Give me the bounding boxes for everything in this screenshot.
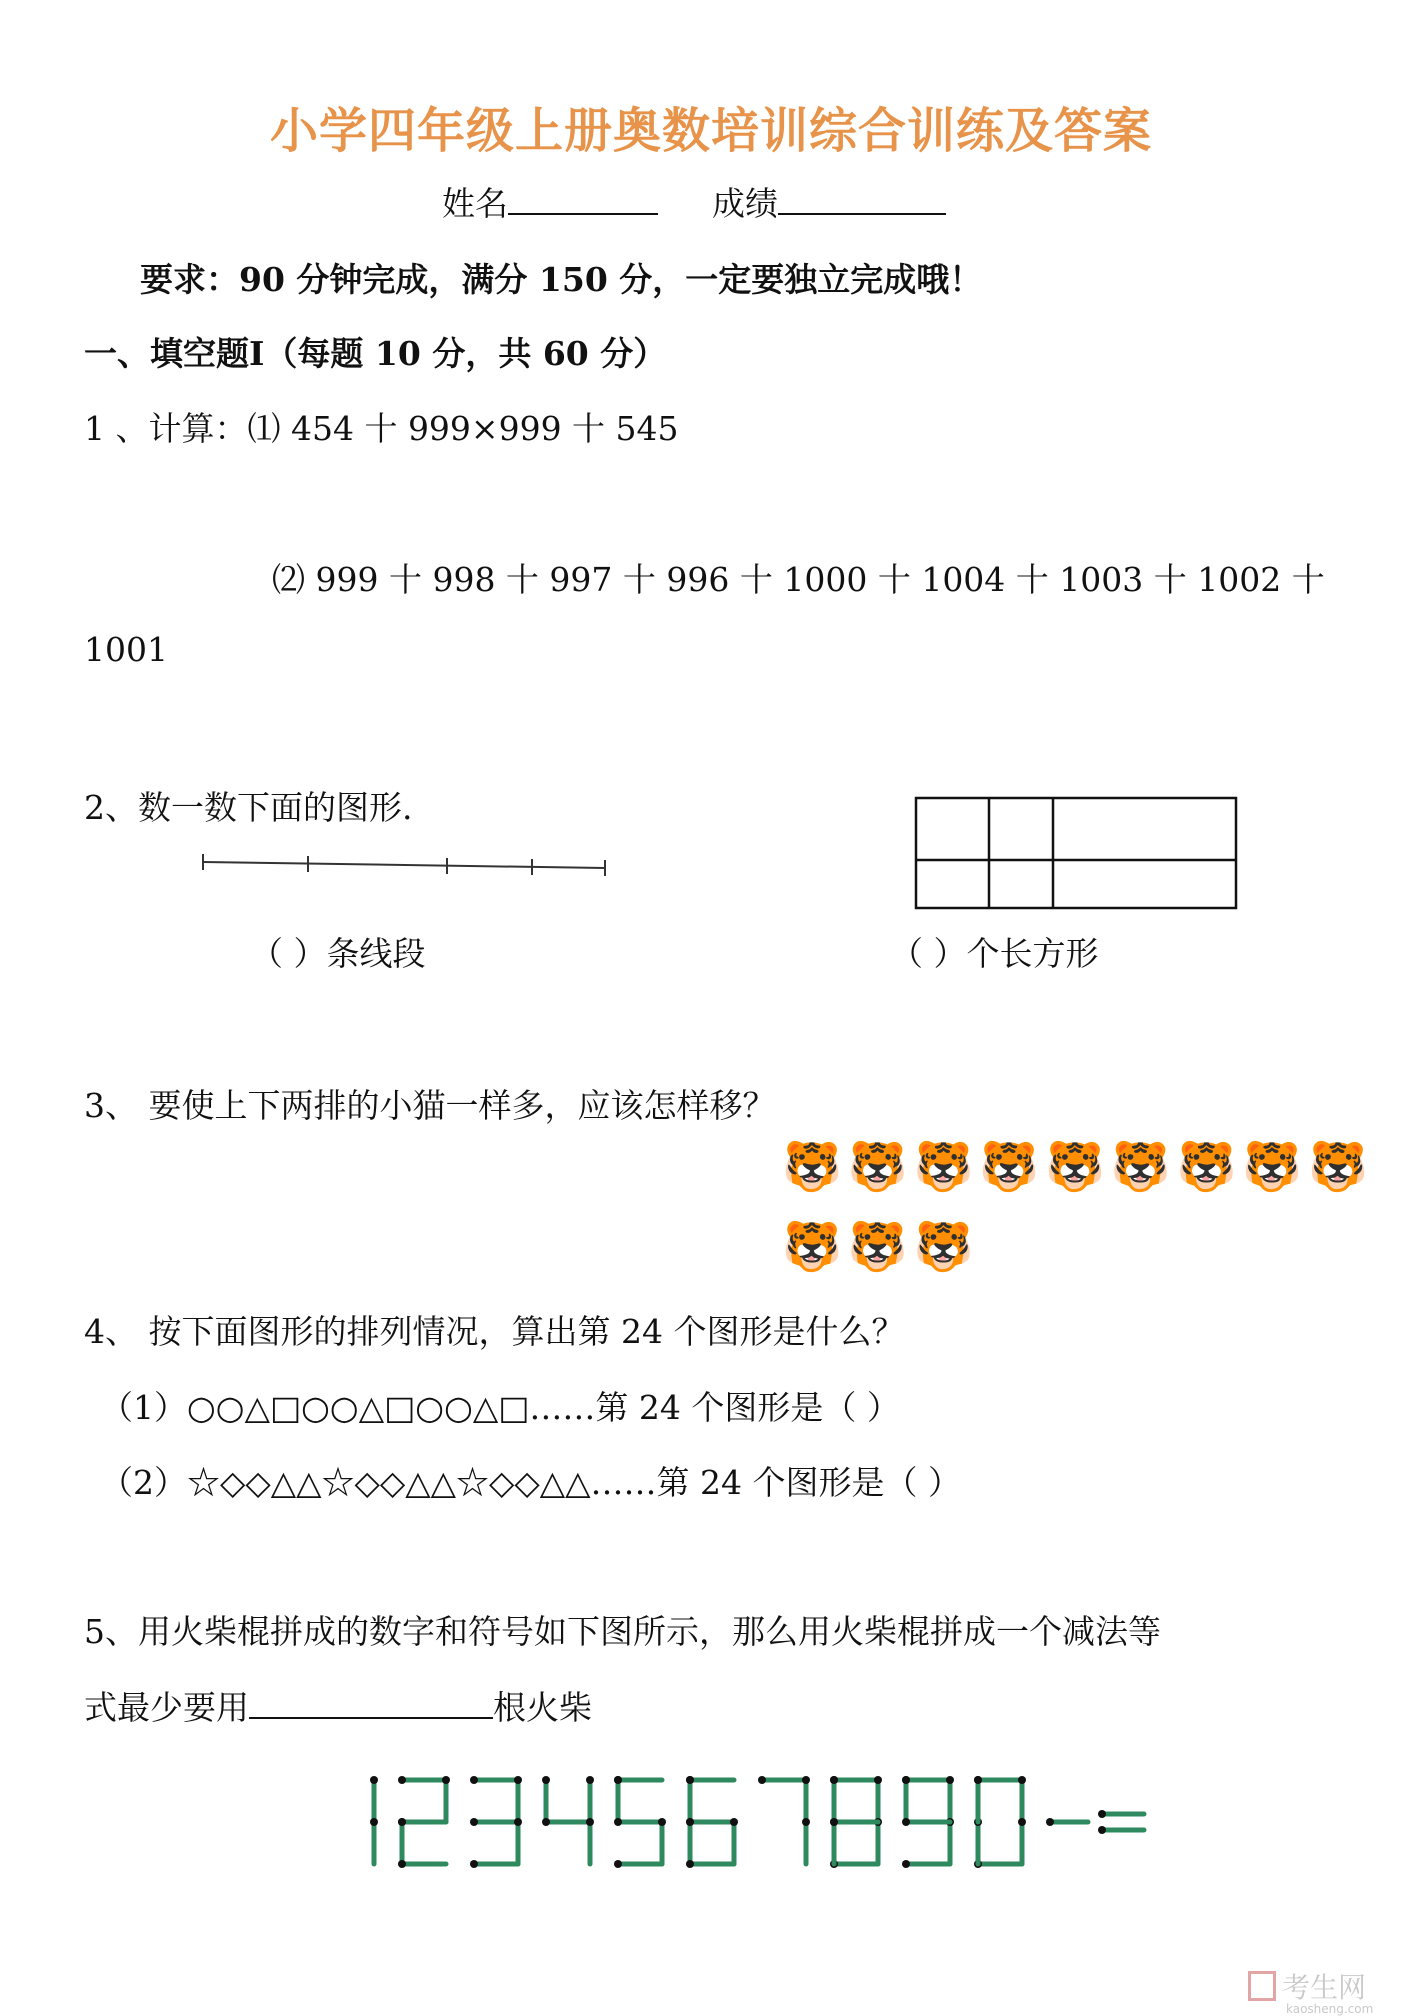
match-head	[802, 1818, 810, 1826]
cat-row-bottom	[782, 1218, 979, 1275]
watermark-subtext: kaosheng.com	[1286, 2002, 1374, 2016]
q2-label: 2、数一数下面的图形.	[84, 788, 413, 827]
match-head	[1018, 1776, 1026, 1784]
q4-label: 4、 按下面图形的排列情况，算出第 24 个图形是什么？	[84, 1312, 905, 1351]
match-head	[658, 1818, 666, 1826]
name-label: 姓名	[442, 184, 508, 223]
watermark-logo-icon	[1248, 1971, 1276, 2001]
cat-icon: 🐯	[782, 1139, 842, 1195]
match-head	[1046, 1818, 1054, 1826]
cat-icon: 🐯	[1110, 1139, 1171, 1195]
match-head	[830, 1776, 838, 1784]
match-head	[398, 1818, 406, 1826]
q1-part2: ⑵ 999 十 998 十 997 十 996 十 1000 十 1004 十 1003 十 1002 十	[272, 560, 1325, 599]
q4-part1: （1）○○△□○○△□○○△□……第 24 个图形是（ ）	[100, 1388, 900, 1427]
rectangle-grid-figure	[914, 796, 1240, 912]
score-blank[interactable]	[778, 183, 946, 215]
segment-line	[203, 862, 605, 868]
cat-icon: 🐯	[1176, 1139, 1237, 1195]
q5-line2-prefix: 式最少要用	[84, 1688, 249, 1727]
watermark-text: 考生网	[1282, 1971, 1367, 2004]
match-head	[946, 1776, 954, 1784]
match-head	[542, 1818, 550, 1826]
match-head	[686, 1818, 694, 1826]
cat-icon: 🐯	[979, 1139, 1040, 1195]
section-heading: 一、填空题Ⅰ（每题 10 分，共 60 分）	[84, 334, 667, 373]
match-head	[398, 1860, 406, 1868]
requirement-text: 要求：90 分钟完成，满分 150 分，一定要独立完成哦！	[140, 260, 983, 299]
name-field	[442, 178, 658, 225]
match-head	[586, 1776, 594, 1784]
matchstick-count-blank[interactable]	[249, 1687, 493, 1719]
q1-part1: 1 、计算：⑴ 454 十 999×999 十 545	[84, 409, 679, 448]
match-head	[730, 1818, 738, 1826]
cat-row-top	[782, 1138, 1374, 1195]
match-head	[902, 1776, 910, 1784]
match-head	[614, 1818, 622, 1826]
match-head	[758, 1776, 766, 1784]
q3-label: 3、 要使上下两排的小猫一样多，应该怎样移？	[84, 1086, 776, 1125]
cat-icon: 🐯	[847, 1219, 908, 1275]
cat-icon: 🐯	[1242, 1139, 1303, 1195]
cat-icon: 🐯	[913, 1139, 974, 1195]
outer-rectangle	[916, 798, 1236, 908]
watermark	[1248, 1966, 1373, 2016]
q5-line1: 5、用火柴棍拼成的数字和符号如下图所示，那么用火柴棍拼成一个减法等	[84, 1612, 1161, 1651]
q5-line2-suffix: 根火柴	[493, 1688, 592, 1727]
match-head	[514, 1818, 522, 1826]
match-head	[614, 1860, 622, 1868]
match-head	[370, 1776, 378, 1784]
match-head	[974, 1776, 982, 1784]
cat-icon: 🐯	[847, 1139, 908, 1195]
score-field	[712, 178, 946, 225]
q4-part2: （2）☆◇◇△△☆◇◇△△☆◇◇△△……第 24 个图形是（ ）	[100, 1463, 961, 1502]
cat-icon: 🐯	[782, 1219, 842, 1275]
match-head	[470, 1818, 478, 1826]
rectangles-answer: （ ）个长方形	[890, 934, 1099, 973]
q1-part2-continued: 1001	[84, 630, 168, 669]
matchstick-figure	[320, 1772, 1150, 1876]
match-head	[442, 1776, 450, 1784]
match-head	[1098, 1826, 1106, 1834]
match-head	[470, 1860, 478, 1868]
match-head	[514, 1776, 522, 1784]
match-head	[614, 1776, 622, 1784]
match-head	[470, 1776, 478, 1784]
match-head	[586, 1818, 594, 1826]
match-head	[802, 1776, 810, 1784]
match-head	[686, 1860, 694, 1868]
line-segment-figure	[195, 848, 615, 878]
q5-line2	[84, 1682, 592, 1729]
cat-icon: 🐯	[1308, 1139, 1368, 1195]
segments-answer: （ ）条线段	[250, 934, 426, 973]
match-head	[902, 1818, 910, 1826]
match-head	[398, 1776, 406, 1784]
match-head	[542, 1776, 550, 1784]
match-head	[830, 1818, 838, 1826]
cat-icon: 🐯	[1045, 1139, 1105, 1195]
match-head	[902, 1860, 910, 1868]
cat-icon: 🐯	[913, 1219, 974, 1275]
match-head	[1098, 1810, 1106, 1818]
match-head	[370, 1818, 378, 1826]
match-head	[874, 1776, 882, 1784]
page-title: 小学四年级上册奥数培训综合训练及答案	[269, 103, 1152, 159]
match-head	[686, 1776, 694, 1784]
score-label: 成绩	[712, 184, 778, 223]
match-head	[1018, 1818, 1026, 1826]
name-blank[interactable]	[508, 183, 658, 215]
